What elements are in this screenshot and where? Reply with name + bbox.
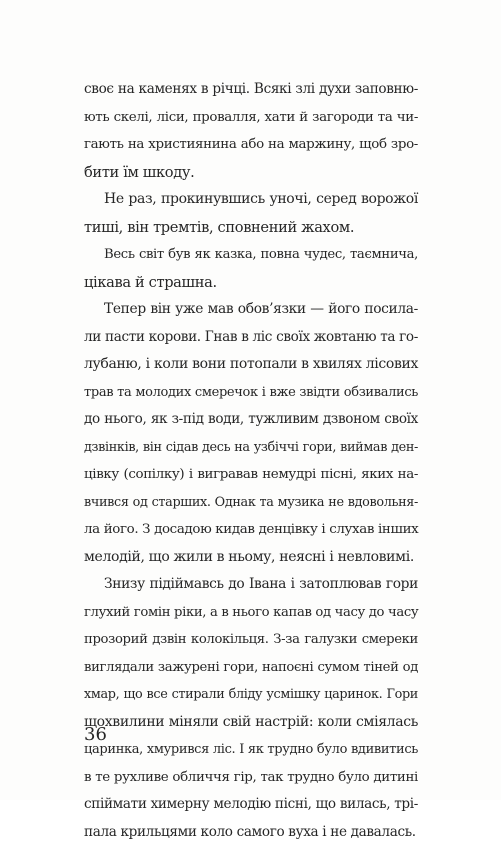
text-line: гають на християнина або на маржину, щоб зро- [84,131,418,159]
text-line: до нього, як з-під води, тужливим дзвоном своїх [84,406,418,434]
text-line: ють скелі, ліси, провалля, хати й загороди та чи- [84,104,418,132]
text-line: спіймати химерну мелодію пісні, що вилась, трі- [84,791,418,819]
text-line: в те рухливе обличчя гір, так трудно було дитині [84,764,418,792]
text-line: дзвінків, він сідав десь на узбіччі гори, виймав ден- [84,434,418,462]
text-line: ла його. З досадою кидав денцівку і слухав інших [84,516,418,544]
text-line: своє на каменях в річці. Всякі злі духи заповню- [84,76,418,104]
text-line: ли пасти корови. Гнав в ліс своїх жовтаню та го- [84,324,418,352]
text-line: виглядали зажурені гори, напоєні сумом тіней од [84,654,418,682]
text-line: трав та молодих смеречок і вже звідти обзивались [84,379,418,407]
text-line: Знизу підіймавсь до Івана і затоплював гори [84,571,418,599]
text-line: щохвилини міняли свій настрій: коли сміялась [84,709,418,737]
text-line: цівку (сопілку) і вигравав немудрі пісні, яких на- [84,461,418,489]
text-line: вчився од старших. Однак та музика не вдовольня- [84,489,418,517]
text-line: Весь світ був як казка, повна чудес, таємнича, [84,241,418,269]
text-line: Тепер він уже мав обов’язки — його посила- [84,296,418,324]
text-line: глухий гомін ріки, а в нього капав од часу до часу [84,599,418,627]
page-number: 36 [84,724,107,745]
text-line: цікава й страшна. [84,269,418,297]
text-line: Не раз, прокинувшись уночі, серед ворожої [84,186,418,214]
text-line: хмар, що все стирали бліду усмішку царинок. Гори [84,681,418,709]
text-line: лубаню, і коли вони потопали в хвилях лісових [84,351,418,379]
body-text [84,76,418,846]
text-line: мелодій, що жили в ньому, неясні і невловимі. [84,544,418,572]
text-line: царинка, хмурився ліс. І як трудно було вдивитись [84,736,418,764]
text-line: бити їм шкоду. [84,159,418,187]
text-line: пала крильцями коло самого вуха і не давалась. [84,819,418,846]
text-line: прозорий дзвін колокільця. З-за галузки смереки [84,626,418,654]
text-line: тиші, він тремтів, сповнений жахом. [84,214,418,242]
